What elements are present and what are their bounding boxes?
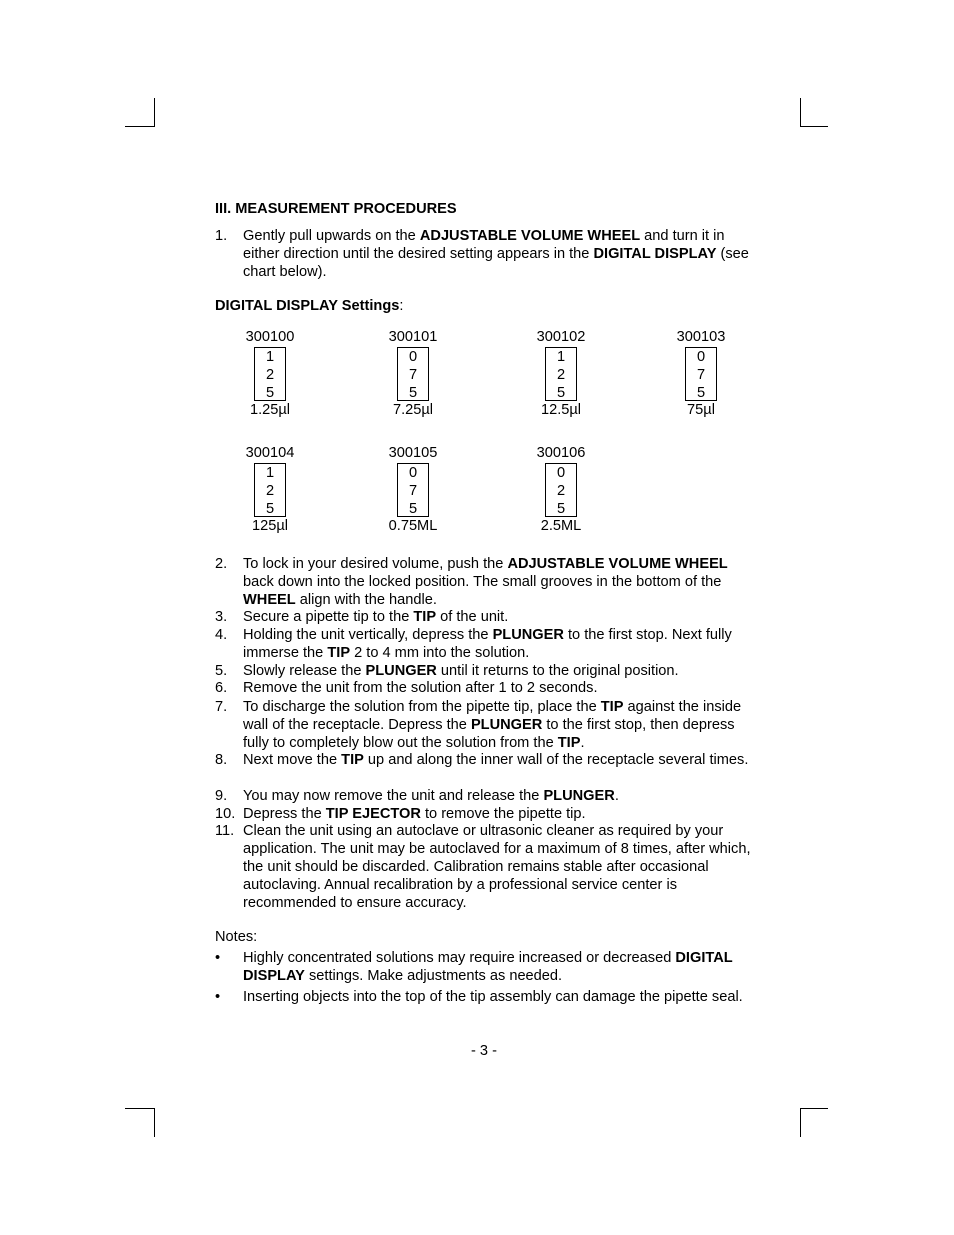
settings-title-colon: : [399, 298, 404, 314]
step-5 [215, 662, 755, 680]
model-code: 300105 [388, 445, 438, 461]
step-number: 7. [215, 699, 228, 715]
settings-title-text: DIGITAL DISPLAY Settings [215, 298, 400, 314]
step-8 [215, 751, 755, 769]
crop-mark-bottom-left-v [154, 1108, 155, 1137]
note-text [243, 949, 755, 985]
bold-term: DIGITAL DISPLAY [243, 950, 733, 984]
step-text [243, 805, 755, 823]
display-digit: 5 [409, 501, 418, 517]
bold-term: PLUNGER [365, 663, 437, 679]
display-digit: 2 [266, 367, 275, 383]
display-digit: 7 [697, 367, 706, 383]
text-run: Next move the [243, 752, 342, 768]
display-digit: 2 [557, 367, 566, 383]
bold-term: WHEEL [243, 592, 296, 608]
step-10 [215, 805, 755, 823]
step-11 [215, 822, 755, 912]
digital-display-box [397, 463, 429, 517]
display-setting-300106 [506, 444, 616, 535]
display-digit: 5 [557, 501, 566, 517]
text-run: You may now remove the unit and release the [243, 788, 544, 804]
model-code: 300100 [245, 329, 295, 345]
display-digit: 5 [266, 385, 275, 401]
display-digit: 2 [557, 483, 566, 499]
digital-display-box [254, 347, 286, 401]
text-run: until it returns to the original position. [436, 663, 679, 679]
bold-term: ADJUSTABLE VOLUME WHEEL [419, 228, 641, 244]
text-run: To lock in your desired volume, push the [243, 556, 508, 572]
digital-display-box [685, 347, 717, 401]
display-digit: 5 [409, 385, 418, 401]
display-setting-300101 [358, 328, 468, 419]
crop-mark-top-right-h [800, 126, 828, 127]
bold-term: PLUNGER [492, 627, 564, 643]
display-setting-300100 [215, 328, 325, 419]
volume-value: 2.5ML [540, 518, 582, 534]
model-code: 300104 [245, 445, 295, 461]
text-run: Gently pull upwards on the [243, 228, 420, 244]
bold-term: TIP [341, 752, 364, 768]
digital-display-box [545, 347, 577, 401]
settings-title [215, 298, 403, 314]
display-digit: 0 [697, 349, 706, 365]
volume-value: 1.25µl [249, 402, 291, 418]
display-digit: 0 [409, 465, 418, 481]
text-run: Depress the [243, 806, 326, 822]
step-number: 5. [215, 663, 228, 679]
page-number: - 3 - [471, 1043, 497, 1059]
display-digit: 7 [409, 483, 418, 499]
bold-term: PLUNGER [543, 788, 615, 804]
note-text [243, 988, 755, 1006]
text-run: . [580, 735, 585, 751]
model-code: 300102 [536, 329, 586, 345]
bold-term: ADJUSTABLE VOLUME WHEEL [507, 556, 728, 572]
model-code: 300106 [536, 445, 586, 461]
step-number: 1. [215, 228, 228, 244]
step-number: 9. [215, 788, 228, 804]
step-text [243, 626, 755, 662]
step-7 [215, 698, 755, 752]
display-setting-300103 [646, 328, 756, 419]
crop-mark-bottom-right-v [800, 1108, 801, 1137]
display-digit: 2 [266, 483, 275, 499]
bold-term: PLUNGER [470, 717, 543, 733]
display-digit: 1 [557, 349, 566, 365]
display-setting-300105 [358, 444, 468, 535]
text-run: 2 to 4 mm into the solution. [350, 645, 530, 661]
bold-term: DIGITAL DISPLAY [593, 246, 717, 262]
step-2 [215, 555, 755, 609]
crop-mark-top-right-v [800, 98, 801, 127]
text-run: Remove the unit from the solution after 1 to 2 seconds. [243, 680, 598, 696]
text-run: align with the handle. [295, 592, 437, 608]
text-run: and turn it in either direction until the desired setting appears in the [243, 228, 725, 262]
step-text [243, 679, 755, 697]
display-setting-300104 [215, 444, 325, 535]
display-digit: 5 [266, 501, 275, 517]
bold-term: TIP [327, 645, 351, 661]
step-text [243, 787, 755, 805]
text-run: Slowly release the [243, 663, 366, 679]
bullet-icon: • [215, 950, 221, 966]
text-run: settings. Make adjustments as needed. [304, 968, 563, 984]
step-9 [215, 787, 755, 805]
text-run: Inserting objects into the top of the tip assembly can damage the pipette seal. [243, 989, 743, 1005]
text-run: to the first stop. Next fully immerse the [243, 627, 732, 661]
text-run: to remove the pipette tip. [420, 806, 586, 822]
display-digit: 0 [409, 349, 418, 365]
display-digit: 1 [266, 349, 275, 365]
bold-term: TIP [413, 609, 437, 625]
display-digit: 5 [557, 385, 566, 401]
display-digit: 1 [266, 465, 275, 481]
text-run: of the unit. [436, 609, 509, 625]
step-text [243, 822, 755, 912]
text-run: up and along the inner wall of the receptacle several times. [363, 752, 749, 768]
digital-display-box [254, 463, 286, 517]
step-text [243, 227, 755, 281]
display-digit: 7 [409, 367, 418, 383]
volume-value: 75µl [687, 402, 715, 418]
volume-value: 125µl [252, 518, 288, 534]
notes-title: Notes: [215, 929, 258, 945]
step-number: 3. [215, 609, 228, 625]
text-run: Clean the unit using an autoclave or ultrasonic cleaner as required by your application. The unit may be autoclaved for a maximum of 8 times, after which, the unit should be discarded. Calibration remains stable after occasional autoclaving. Annual recalibration by a professional service center is recommended to ensure accuracy. [243, 823, 751, 911]
model-code: 300103 [676, 329, 726, 345]
step-text [243, 698, 755, 752]
bold-term: TIP EJECTOR [325, 806, 421, 822]
step-text [243, 751, 755, 769]
display-digit: 0 [557, 465, 566, 481]
text-run: . [614, 788, 619, 804]
step-3 [215, 608, 755, 626]
digital-display-box [545, 463, 577, 517]
crop-mark-top-left-v [154, 98, 155, 127]
step-text [243, 662, 755, 680]
text-run: Highly concentrated solutions may require increased or decreased [243, 950, 676, 966]
text-run: back down into the locked position. The small grooves in the bottom of the [243, 574, 722, 590]
crop-mark-bottom-left-h [125, 1108, 155, 1109]
step-4 [215, 626, 755, 662]
step-1 [215, 227, 755, 281]
text-run: against the inside wall of the receptacle. Depress the [243, 699, 742, 733]
model-code: 300101 [388, 329, 438, 345]
section-heading: III. MEASUREMENT PROCEDURES [215, 201, 457, 217]
step-number: 2. [215, 556, 228, 572]
step-text [243, 555, 755, 609]
crop-mark-top-left-h [125, 126, 155, 127]
volume-value: 12.5µl [540, 402, 582, 418]
step-number: 6. [215, 680, 228, 696]
text-run: Holding the unit vertically, depress the [243, 627, 493, 643]
digital-display-box [397, 347, 429, 401]
step-number: 10. [215, 806, 236, 822]
volume-value: 0.75ML [388, 518, 438, 534]
crop-mark-bottom-right-h [800, 1108, 828, 1109]
display-digit: 5 [697, 385, 706, 401]
step-number: 8. [215, 752, 228, 768]
bold-term: TIP [600, 699, 624, 715]
text-run: to the first stop, then depress fully to completely blow out the solution from the [243, 717, 735, 751]
volume-value: 7.25µl [392, 402, 434, 418]
note-item [215, 949, 755, 985]
step-text [243, 608, 755, 626]
text-run: To discharge the solution from the pipette tip, place the [243, 699, 601, 715]
display-setting-300102 [506, 328, 616, 419]
step-number: 4. [215, 627, 228, 643]
text-run: Secure a pipette tip to the [243, 609, 414, 625]
step-6 [215, 679, 755, 697]
step-number: 11. [215, 823, 235, 839]
bold-term: TIP [557, 735, 581, 751]
note-item [215, 988, 755, 1006]
bullet-icon: • [215, 989, 221, 1005]
text-run: (see chart below). [243, 246, 749, 280]
